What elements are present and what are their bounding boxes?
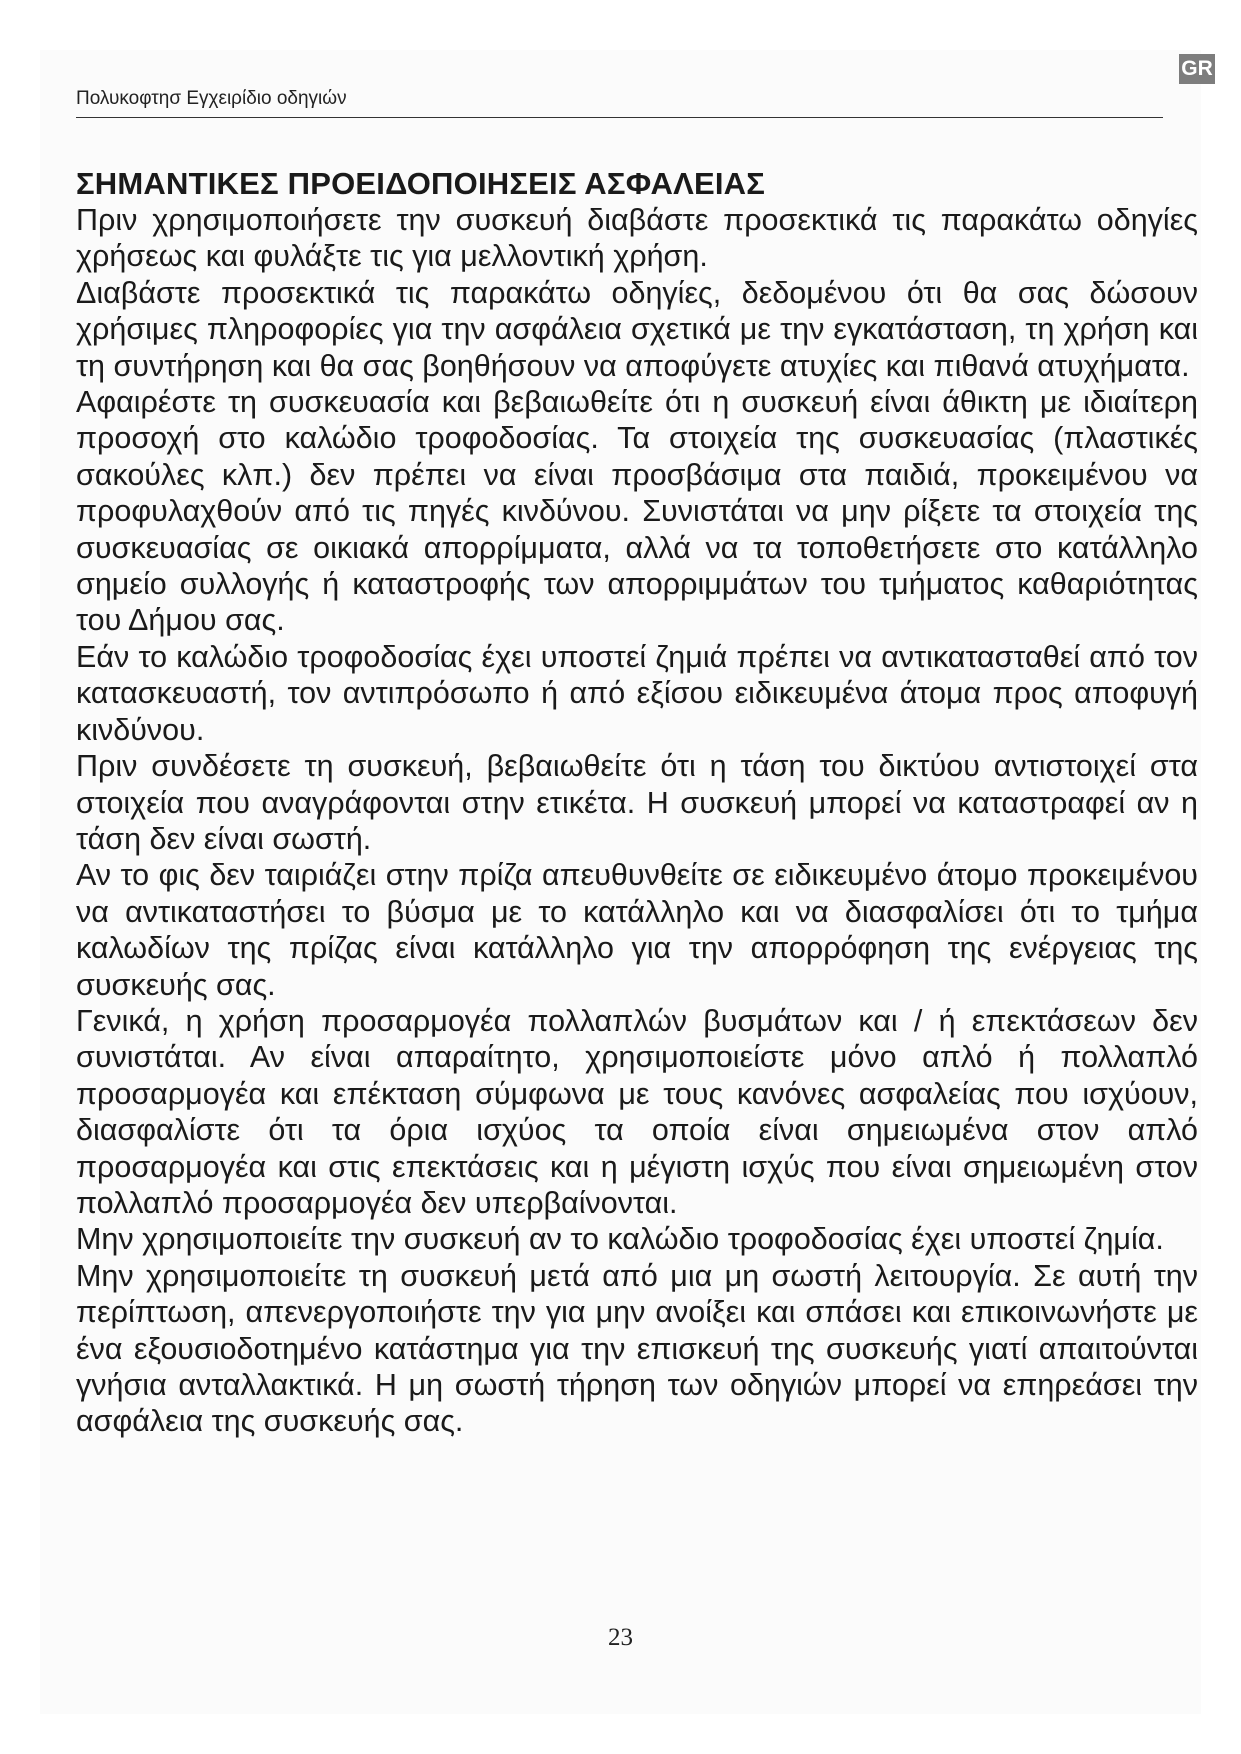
paragraph: Μην χρησιμοποιείτε τη συσκευή μετά από μια μη σωστή λειτουργία. Σε αυτή την περίπτωση, απενεργοποιήστε την για μην ανοίξει και σπάσει και επικοινωνήστε με ένα εξουσιοδοτημένο κατάστημα για την επισκευή της συσκευής γιατί απαιτούνται γνήσια ανταλλακτικά. Η μη σωστή τήρηση των οδηγιών μπορεί να επηρεάσει την ασφάλεια της συσκευής σας. (76, 1258, 1198, 1439)
paragraph: Αν το φις δεν ταιριάζει στην πρίζα απευθυνθείτε σε ειδικευμένο άτομο προκειμένου να αντικαταστήσει το βύσμα με το κατάλληλο και να διασφαλίσει ότι το τμήμα καλωδίων της πρίζας είναι κατάλληλο για την απορρόφηση της ενέργειας της συσκευής σας. (76, 858, 1198, 1002)
header-divider (76, 117, 1163, 118)
page-number: 23 (608, 1624, 633, 1651)
paragraph: Διαβάστε προσεκτικά τις παρακάτω οδηγίες, δεδομένου ότι θα σας δώσουν χρήσιμες πληροφορίες για την ασφάλεια σχετικά με την εγκατάσταση, τη χρήση και τη συντήρηση και θα σας βοηθήσουν να αποφύγετε ατυχίες και πιθανά ατυχήματα. (76, 275, 1198, 383)
paragraph: Αφαιρέστε τη συσκευασία και βεβαιωθείτε ότι η συσκευή είναι άθικτη με ιδιαίτερη προσοχή στο καλώδιο τροφοδοσίας. Τα στοιχεία της συσκευασίας (πλαστικές σακούλες κλπ.) δεν πρέπει να είναι προσβάσιμα στα παιδιά, προκειμένου να προφυλαχθούν από τις πηγές κινδύνου. Συνιστάται να μην ρίξετε τα στοιχεία της συσκευασίας σε οικιακά απορρίμματα, αλλά να τα τοποθετήσετε στο κατάλληλο σημείο συλλογής ή καταστροφής των απορριμμάτων του τμήματος καθαριότητας του Δήμου σας. (76, 385, 1198, 638)
paragraph: Πριν χρησιμοποιήσετε την συσκευή διαβάστε προσεκτικά τις παρακάτω οδηγίες χρήσεως και φυλάξτε τις για μελλοντική χρήση. (76, 203, 1198, 274)
safety-section (76, 166, 1198, 1440)
paragraph: Μην χρησιμοποιείτε την συσκευή αν το καλώδιο τροφοδοσίας έχει υποστεί ζημία. (76, 1222, 1164, 1257)
paragraph: Πριν συνδέσετε τη συσκευή, βεβαιωθείτε ότι η τάση του δικτύου αντιστοιχεί στα στοιχεία που αναγράφονται στην ετικέτα. Η συσκευή μπορεί να καταστραφεί αν η τάση δεν είναι σωστή. (76, 749, 1198, 856)
document-header-title: Πολυκοφτησ Εγχειρίδιο οδηγιών (76, 88, 347, 109)
paragraph: Γενικά, η χρήση προσαρμογέα πολλαπλών βυσμάτων και / ή επεκτάσεων δεν συνιστάται. Αν είναι απαραίτητο, χρησιμοποιείστε μόνο απλό ή πολλαπλό προσαρμογέα και επέκταση σύμφωνα με τους κανόνες ασφαλείας που ισχύουν, διασφαλίστε ότι τα όρια ισχύος τα οποία είναι σημειωμένα στον απλό προσαρμογέα και στις επεκτάσεις και η μέγιστη ισχύς που είναι σημειωμένη στον πολλαπλό προσαρμογέα δεν υπερβαίνονται. (76, 1003, 1198, 1220)
section-title: ΣΗΜΑΝΤΙΚΕΣ ΠΡΟΕΙΔΟΠΟΙΗΣΕΙΣ ΑΣΦΑΛΕΙΑΣ (76, 166, 766, 201)
paragraph: Εάν το καλώδιο τροφοδοσίας έχει υποστεί ζημιά πρέπει να αντικατασταθεί από τον κατασκευαστή, τον αντιπρόσωπο ή από εξίσου ειδικευμένα άτομα προς αποφυγή κινδύνου. (76, 639, 1198, 747)
language-badge: GR (1179, 54, 1215, 84)
